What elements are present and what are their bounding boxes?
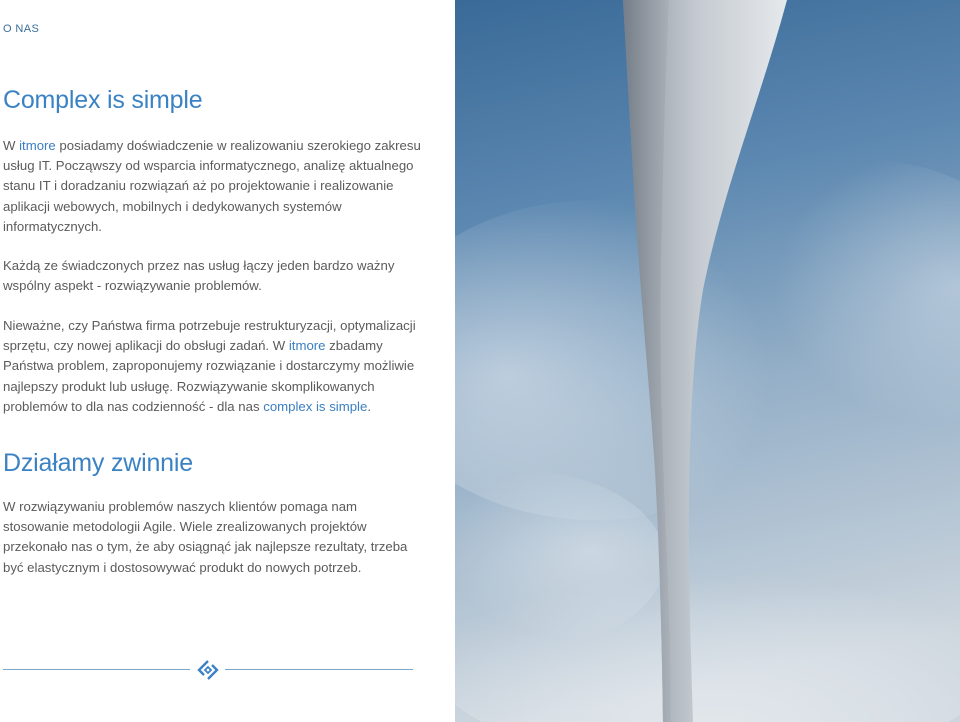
heading-complex-is-simple: Complex is simple xyxy=(3,86,203,114)
highlight-text: itmore xyxy=(19,138,56,153)
divider-line-right xyxy=(225,669,413,670)
paragraph-agile xyxy=(3,497,423,578)
paragraph-text: zbadamy Państwa problem, zaproponujemy rozwiązanie i dostarczymy możliwie najlepszy produkt lub usługę. Rozwiązywanie skomplikowanych problemów to dla nas codzienność - dla nas xyxy=(3,338,415,414)
paragraph-text: . xyxy=(367,398,371,414)
diamond-logo-icon xyxy=(196,659,220,681)
highlight-text: complex is simple xyxy=(263,398,368,414)
paragraph-intro xyxy=(3,136,423,237)
content-column xyxy=(0,0,455,722)
highlight-text: itmore xyxy=(288,338,326,354)
paragraph-text: W rozwiązywaniu problemów naszych klientów pomaga nam stosowanie metodologii Agile. Wiele zrealizowanych projektów przekonało nas o tym, że aby osiągnąć jak najlepsze rezultaty, trzeba być elastycznym i dostosowywać produkt do nowych potrzeb. xyxy=(3,499,408,575)
section-label: O NAS xyxy=(3,23,40,35)
section-divider xyxy=(3,659,413,681)
paragraph-text: posiadamy doświadczenie w realizowaniu szerokiego zakresu usług IT. Począwszy od wsparcia informatycznego, analizę aktualnego stanu IT i doradzaniu rozwiązań aż po projektowanie i realizowanie aplikacji webowych, mobilnych i dedykowanych systemów informatycznych. xyxy=(3,138,421,234)
arch-sky-photo xyxy=(455,0,960,722)
heading-dzialamy-zwinnie: Działamy zwinnie xyxy=(3,449,193,477)
paragraph-common-aspect xyxy=(3,256,423,296)
paragraph-text: Nieważne, czy Państwa firma potrzebuje restrukturyzacji, optymalizacji sprzętu, czy nowej aplikacji do obsługi zadań. W xyxy=(3,318,416,354)
paragraph-text: W xyxy=(3,138,20,153)
paragraph-text: Każdą ze świadczonych przez nas usług łączy jeden bardzo ważny wspólny aspekt - rozwiązywanie problemów. xyxy=(3,258,395,294)
paragraph-problem-solving xyxy=(3,316,423,417)
divider-line-left xyxy=(3,669,190,670)
